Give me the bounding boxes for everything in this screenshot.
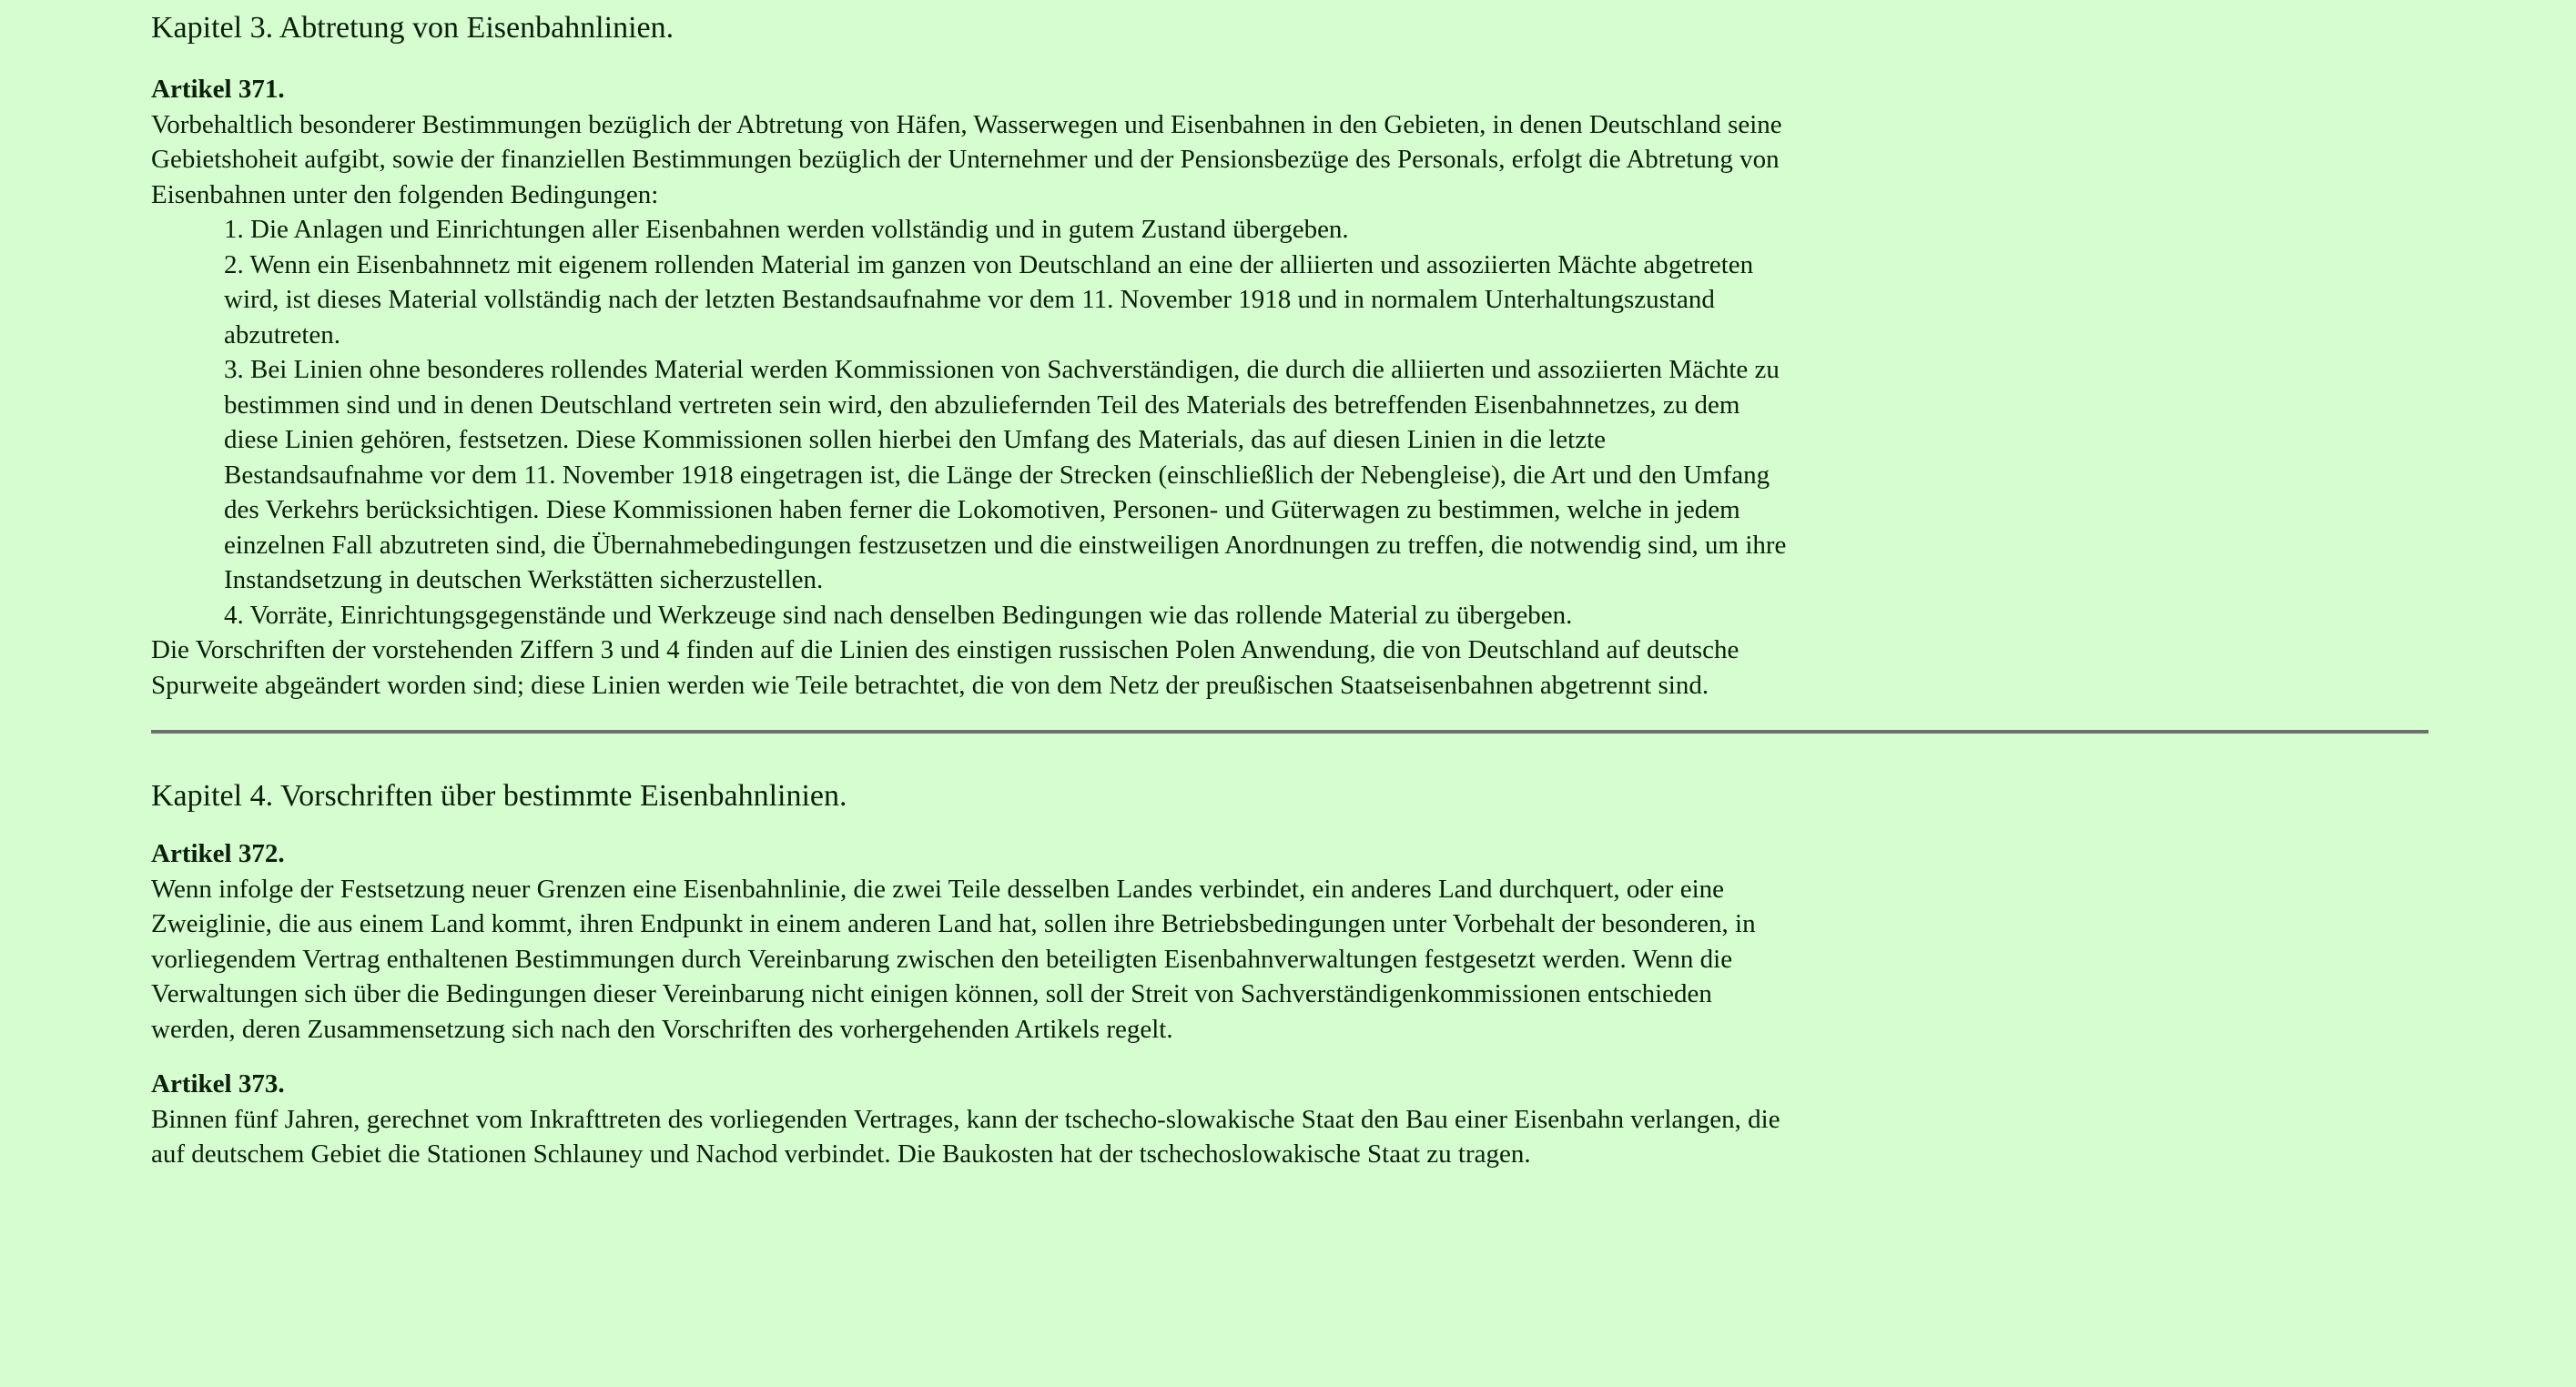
article-371-intro: Vorbehaltlich besonderer Bestimmungen bezüglich der Abtretung von Häfen, Wasserwegen und Eisenbahnen in den Gebieten, in denen Deutschland seine Gebietshoheit aufgibt, sowie der finanziellen Bestimmungen bezüglich der Unternehmer und der Pensionsbezüge des Personals, erfolgt die Abtretung von Eisenbahnen unter den folgenden Bedingungen:	[151, 109, 1782, 209]
article-373-text: Binnen fünf Jahren, gerechnet vom Inkrafttreten des vorliegenden Vertrages, kann der tschecho-slowakische Staat den Bau einer Eisenbahn verlangen, die auf deutschem Gebiet die Stationen Schlauney und Nachod verbindet. Die Baukosten hat der tschechoslowakische Staat zu tragen.	[151, 1104, 1780, 1169]
article-371-list	[151, 212, 1790, 633]
article-372	[151, 836, 2436, 1047]
article-373-title: Artikel 373.	[151, 1069, 285, 1098]
list-item: 4. Vorräte, Einrichtungsgegenstände und Werkzeuge sind nach denselben Bedingungen wie das rollende Material zu übergeben.	[224, 600, 1573, 630]
article-371	[151, 72, 2436, 703]
article-372-title: Artikel 372.	[151, 839, 285, 868]
article-372-text: Wenn infolge der Festsetzung neuer Grenzen eine Eisenbahnlinie, die zwei Teile desselben Landes verbindet, ein anderes Land durchquert, oder eine Zweiglinie, die aus einem Land kommt, ihren Endpunkt in einem anderen Land hat, sollen ihre Betriebsbedingungen unter Vorbehalt der besonderen, in vorliegendem Vertrag enthaltenen Bestimmungen durch Vereinbarung zwischen den beteiligten Eisenbahnverwaltungen festgesetzt werden. Wenn die Verwaltungen sich über die Bedingungen dieser Vereinbarung nicht einigen können, soll der Streit von Sachverständigenkommissionen entschieden werden, deren Zusammensetzung sich nach den Vorschriften des vorhergehenden Artikels regelt.	[151, 874, 1756, 1044]
article-371-closing: Die Vorschriften der vorstehenden Ziffern 3 und 4 finden auf die Linien des einstigen russischen Polen Anwendung, die von Deutschland auf deutsche Spurweite abgeändert worden sind; diese Linien werden wie Teile betrachtet, die von dem Netz der preußischen Staatseisenbahnen abgetrennt sind.	[151, 635, 1739, 700]
list-item: 2. Wenn ein Eisenbahnnetz mit eigenem rollenden Material im ganzen von Deutschland an eine der alliierten und assoziierten Mächte abgetreten wird, ist dieses Material vollständig nach der letzten Bestandsaufnahme vor dem 11. November 1918 und in normalem Unterhaltungszustand abzutreten.	[224, 249, 1754, 349]
article-373	[151, 1067, 2436, 1172]
chapter-3-title: Kapitel 3. Abtretung von Eisenbahnlinien.	[151, 11, 674, 45]
document-content	[151, 0, 2436, 1172]
list-item: 1. Die Anlagen und Einrichtungen aller Eisenbahnen werden vollständig und in gutem Zustand übergeben.	[224, 215, 1349, 244]
list-item: 3. Bei Linien ohne besonderes rollendes Material werden Kommissionen von Sachverständigen, die durch die alliierten und assoziierten Mächte zu bestimmen sind und in denen Deutschland vertreten sein wird, den abzuliefernden Teil des Materials des betreffenden Eisenbahnnetzes, zu dem diese Linien gehören, festsetzen. Diese Kommissionen sollen hierbei den Umfang des Materials, das auf diesen Linien in die letzte Bestandsaufnahme vor dem 11. November 1918 eingetragen ist, die Länge der Strecken (einschließlich der Nebengleise), die Art und den Umfang des Verkehrs berücksichtigen. Diese Kommissionen haben ferner die Lokomotiven, Personen- und Güterwagen zu bestimmen, welche in jedem einzelnen Fall abzutreten sind, die Übernahmebedingungen festzusetzen und die einstweiligen Anordnungen zu treffen, die notwendig sind, um ihre Instandsetzung in deutschen Werkstätten sicherzustellen.	[224, 355, 1787, 594]
article-371-title: Artikel 371.	[151, 75, 285, 104]
chapter-4-title: Kapitel 4. Vorschriften über bestimmte Eisenbahnlinien.	[151, 779, 847, 813]
